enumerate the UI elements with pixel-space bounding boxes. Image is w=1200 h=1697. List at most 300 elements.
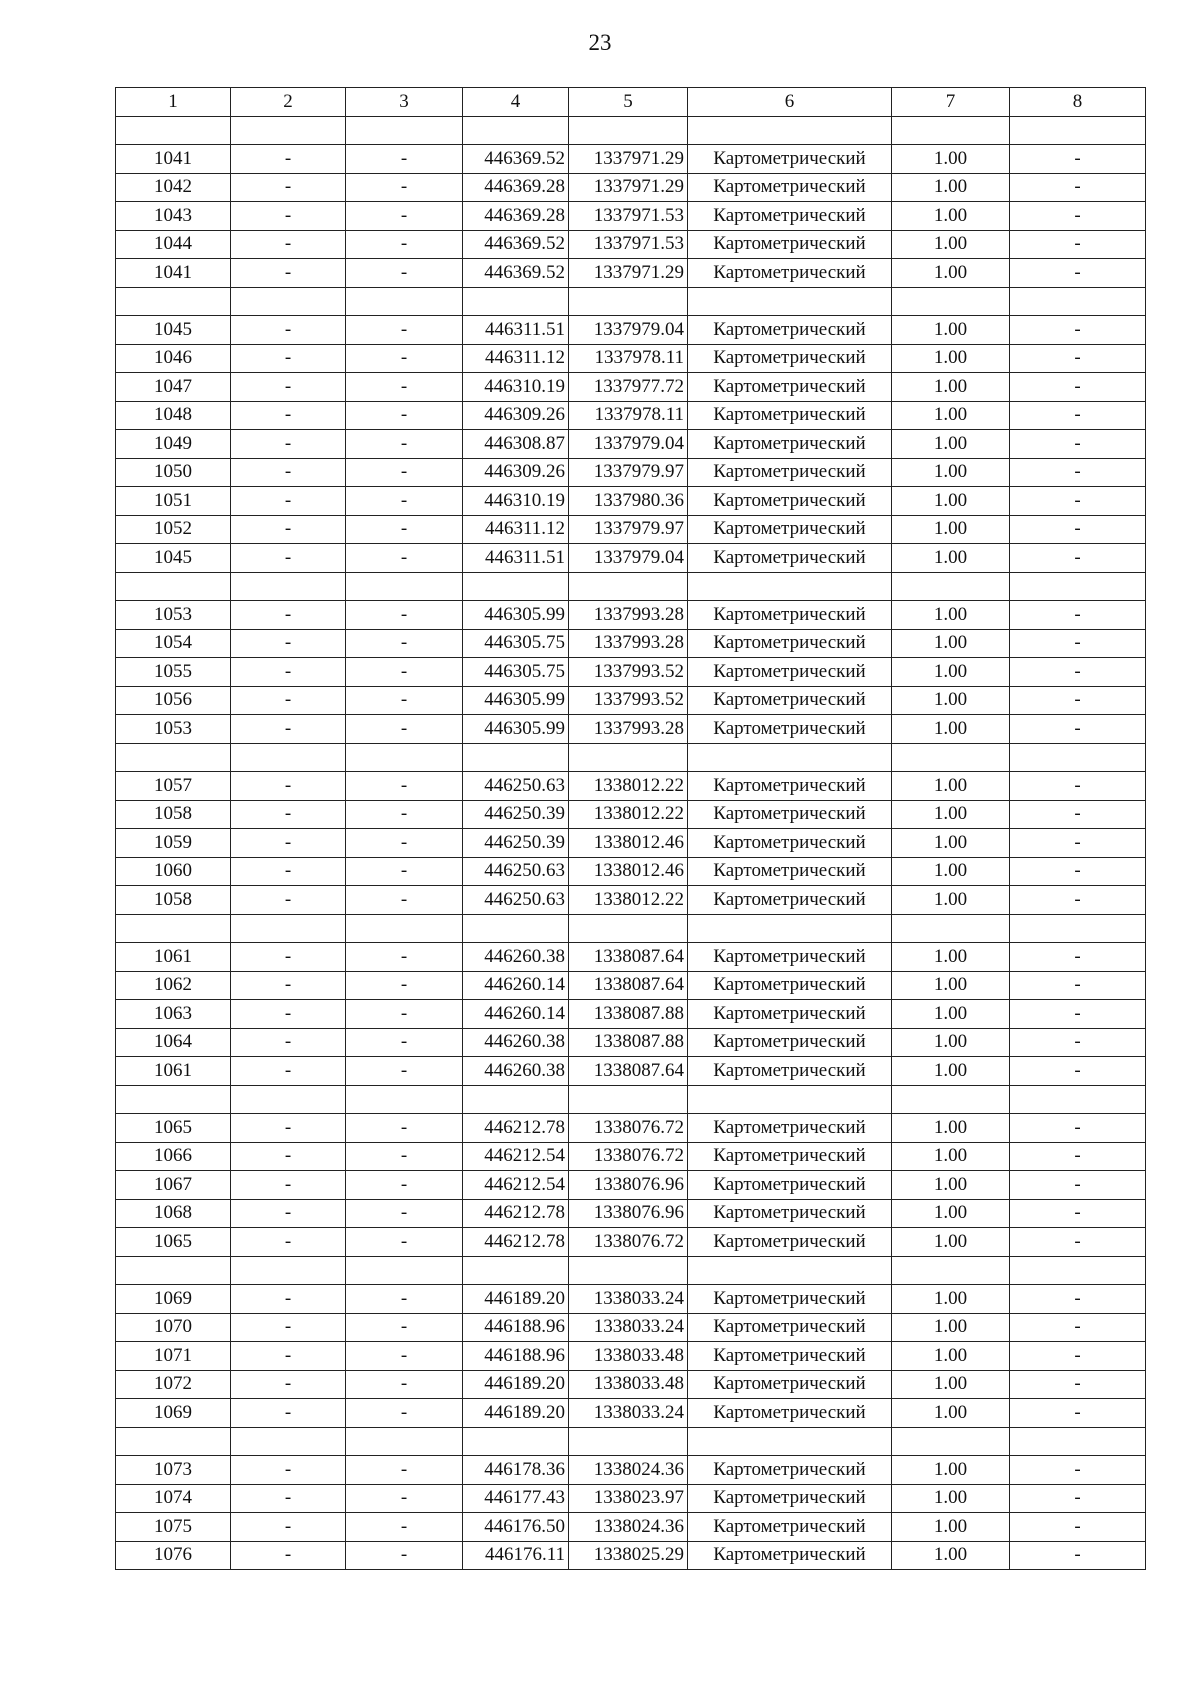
empty-cell	[463, 572, 569, 601]
col8-cell: -	[1010, 1456, 1146, 1485]
col2-cell: -	[231, 658, 346, 687]
empty-cell	[231, 1256, 346, 1285]
x-coordinate-cell: 446260.38	[463, 1028, 569, 1057]
y-coordinate-cell: 1337979.97	[569, 458, 688, 487]
col8-cell: -	[1010, 1028, 1146, 1057]
col3-cell: -	[346, 1142, 463, 1171]
x-coordinate-cell: 446308.87	[463, 430, 569, 459]
empty-cell	[569, 1256, 688, 1285]
method-cell: Картометрический	[688, 202, 892, 231]
empty-cell	[116, 1256, 231, 1285]
col2-cell: -	[231, 316, 346, 345]
col3-cell: -	[346, 1513, 463, 1542]
method-cell: Картометрический	[688, 1199, 892, 1228]
empty-cell	[231, 572, 346, 601]
accuracy-cell: 1.00	[892, 1456, 1010, 1485]
empty-cell	[1010, 572, 1146, 601]
accuracy-cell: 1.00	[892, 173, 1010, 202]
accuracy-cell: 1.00	[892, 1342, 1010, 1371]
col3-cell: -	[346, 1228, 463, 1257]
col3-cell: -	[346, 316, 463, 345]
point-number-cell: 1043	[116, 202, 231, 231]
col3-cell: -	[346, 686, 463, 715]
accuracy-cell: 1.00	[892, 1000, 1010, 1029]
point-number-cell: 1059	[116, 829, 231, 858]
col2-cell: -	[231, 1541, 346, 1570]
separator-row	[116, 1085, 1146, 1114]
col3-cell: -	[346, 658, 463, 687]
point-number-cell: 1051	[116, 487, 231, 516]
col8-cell: -	[1010, 686, 1146, 715]
col8-cell: -	[1010, 1114, 1146, 1143]
col2-cell: -	[231, 202, 346, 231]
col2-cell: -	[231, 601, 346, 630]
table-row	[116, 1456, 1146, 1485]
table-row	[116, 1114, 1146, 1143]
col3-cell: -	[346, 1342, 463, 1371]
table-row	[116, 829, 1146, 858]
accuracy-cell: 1.00	[892, 344, 1010, 373]
col3-cell: -	[346, 1541, 463, 1570]
accuracy-cell: 1.00	[892, 316, 1010, 345]
col2-cell: -	[231, 1313, 346, 1342]
table-row	[116, 857, 1146, 886]
col3-cell: -	[346, 487, 463, 516]
col3-cell: -	[346, 1028, 463, 1057]
point-number-cell: 1067	[116, 1171, 231, 1200]
empty-cell	[346, 572, 463, 601]
col2-cell: -	[231, 373, 346, 402]
point-number-cell: 1048	[116, 401, 231, 430]
x-coordinate-cell: 446309.26	[463, 401, 569, 430]
method-cell: Картометрический	[688, 430, 892, 459]
table-row	[116, 230, 1146, 259]
col3-cell: -	[346, 943, 463, 972]
y-coordinate-cell: 1338033.48	[569, 1342, 688, 1371]
empty-cell	[688, 1085, 892, 1114]
x-coordinate-cell: 446176.50	[463, 1513, 569, 1542]
empty-cell	[1010, 287, 1146, 316]
y-coordinate-cell: 1337980.36	[569, 487, 688, 516]
col8-cell: -	[1010, 173, 1146, 202]
empty-cell	[463, 1085, 569, 1114]
method-cell: Картометрический	[688, 259, 892, 288]
point-number-cell: 1069	[116, 1285, 231, 1314]
empty-cell	[116, 287, 231, 316]
empty-cell	[116, 116, 231, 145]
y-coordinate-cell: 1338087.88	[569, 1028, 688, 1057]
y-coordinate-cell: 1337971.53	[569, 230, 688, 259]
point-number-cell: 1042	[116, 173, 231, 202]
col3-cell: -	[346, 259, 463, 288]
point-number-cell: 1075	[116, 1513, 231, 1542]
x-coordinate-cell: 446250.63	[463, 886, 569, 915]
method-cell: Картометрический	[688, 1456, 892, 1485]
y-coordinate-cell: 1338033.24	[569, 1313, 688, 1342]
separator-row	[116, 914, 1146, 943]
accuracy-cell: 1.00	[892, 1399, 1010, 1428]
point-number-cell: 1071	[116, 1342, 231, 1371]
method-cell: Картометрический	[688, 886, 892, 915]
y-coordinate-cell: 1337993.52	[569, 686, 688, 715]
x-coordinate-cell: 446212.78	[463, 1114, 569, 1143]
x-coordinate-cell: 446250.63	[463, 772, 569, 801]
empty-cell	[116, 1427, 231, 1456]
y-coordinate-cell: 1338012.46	[569, 857, 688, 886]
method-cell: Картометрический	[688, 1513, 892, 1542]
col3-cell: -	[346, 1000, 463, 1029]
point-number-cell: 1041	[116, 259, 231, 288]
method-cell: Картометрический	[688, 829, 892, 858]
separator-row	[116, 116, 1146, 145]
accuracy-cell: 1.00	[892, 373, 1010, 402]
empty-cell	[892, 572, 1010, 601]
col3-cell: -	[346, 401, 463, 430]
accuracy-cell: 1.00	[892, 487, 1010, 516]
point-number-cell: 1062	[116, 971, 231, 1000]
column-header: 7	[892, 88, 1010, 117]
x-coordinate-cell: 446310.19	[463, 373, 569, 402]
x-coordinate-cell: 446212.54	[463, 1142, 569, 1171]
table-row	[116, 1484, 1146, 1513]
col2-cell: -	[231, 686, 346, 715]
table-row	[116, 544, 1146, 573]
accuracy-cell: 1.00	[892, 1142, 1010, 1171]
point-number-cell: 1070	[116, 1313, 231, 1342]
column-header: 2	[231, 88, 346, 117]
method-cell: Картометрический	[688, 1114, 892, 1143]
table-row	[116, 1228, 1146, 1257]
y-coordinate-cell: 1338087.64	[569, 971, 688, 1000]
col8-cell: -	[1010, 1228, 1146, 1257]
col3-cell: -	[346, 1057, 463, 1086]
empty-cell	[688, 1427, 892, 1456]
method-cell: Картометрический	[688, 1399, 892, 1428]
method-cell: Картометрический	[688, 1228, 892, 1257]
x-coordinate-cell: 446188.96	[463, 1313, 569, 1342]
y-coordinate-cell: 1338076.96	[569, 1199, 688, 1228]
x-coordinate-cell: 446260.14	[463, 971, 569, 1000]
accuracy-cell: 1.00	[892, 943, 1010, 972]
point-number-cell: 1069	[116, 1399, 231, 1428]
point-number-cell: 1074	[116, 1484, 231, 1513]
method-cell: Картометрический	[688, 344, 892, 373]
y-coordinate-cell: 1337979.04	[569, 544, 688, 573]
col2-cell: -	[231, 1370, 346, 1399]
col3-cell: -	[346, 373, 463, 402]
x-coordinate-cell: 446178.36	[463, 1456, 569, 1485]
point-number-cell: 1052	[116, 515, 231, 544]
table-row	[116, 401, 1146, 430]
column-header: 5	[569, 88, 688, 117]
table-row	[116, 800, 1146, 829]
col2-cell: -	[231, 886, 346, 915]
y-coordinate-cell: 1337993.52	[569, 658, 688, 687]
accuracy-cell: 1.00	[892, 1313, 1010, 1342]
method-cell: Картометрический	[688, 373, 892, 402]
empty-cell	[892, 1427, 1010, 1456]
col2-cell: -	[231, 401, 346, 430]
y-coordinate-cell: 1337971.53	[569, 202, 688, 231]
y-coordinate-cell: 1337979.97	[569, 515, 688, 544]
accuracy-cell: 1.00	[892, 601, 1010, 630]
col8-cell: -	[1010, 544, 1146, 573]
table-row	[116, 430, 1146, 459]
col3-cell: -	[346, 715, 463, 744]
point-number-cell: 1047	[116, 373, 231, 402]
y-coordinate-cell: 1338033.48	[569, 1370, 688, 1399]
method-cell: Картометрический	[688, 1370, 892, 1399]
empty-cell	[688, 287, 892, 316]
empty-cell	[346, 1427, 463, 1456]
col3-cell: -	[346, 1199, 463, 1228]
col8-cell: -	[1010, 1342, 1146, 1371]
table-row	[116, 1199, 1146, 1228]
col3-cell: -	[346, 1399, 463, 1428]
col8-cell: -	[1010, 829, 1146, 858]
point-number-cell: 1053	[116, 715, 231, 744]
y-coordinate-cell: 1338025.29	[569, 1541, 688, 1570]
col2-cell: -	[231, 230, 346, 259]
separator-row	[116, 1256, 1146, 1285]
point-number-cell: 1056	[116, 686, 231, 715]
y-coordinate-cell: 1338023.97	[569, 1484, 688, 1513]
column-header: 3	[346, 88, 463, 117]
accuracy-cell: 1.00	[892, 145, 1010, 174]
col2-cell: -	[231, 1142, 346, 1171]
x-coordinate-cell: 446189.20	[463, 1370, 569, 1399]
y-coordinate-cell: 1338076.96	[569, 1171, 688, 1200]
accuracy-cell: 1.00	[892, 1171, 1010, 1200]
empty-cell	[116, 743, 231, 772]
empty-cell	[892, 1256, 1010, 1285]
col8-cell: -	[1010, 1199, 1146, 1228]
col2-cell: -	[231, 544, 346, 573]
col2-cell: -	[231, 1171, 346, 1200]
x-coordinate-cell: 446305.75	[463, 629, 569, 658]
x-coordinate-cell: 446176.11	[463, 1541, 569, 1570]
method-cell: Картометрический	[688, 800, 892, 829]
col3-cell: -	[346, 1285, 463, 1314]
table-row	[116, 1171, 1146, 1200]
col3-cell: -	[346, 772, 463, 801]
empty-cell	[569, 743, 688, 772]
x-coordinate-cell: 446369.28	[463, 173, 569, 202]
col2-cell: -	[231, 1057, 346, 1086]
y-coordinate-cell: 1337978.11	[569, 344, 688, 373]
col8-cell: -	[1010, 1513, 1146, 1542]
col3-cell: -	[346, 629, 463, 658]
accuracy-cell: 1.00	[892, 1484, 1010, 1513]
table-row	[116, 259, 1146, 288]
empty-cell	[1010, 743, 1146, 772]
empty-cell	[116, 914, 231, 943]
y-coordinate-cell: 1338012.22	[569, 772, 688, 801]
empty-cell	[463, 287, 569, 316]
accuracy-cell: 1.00	[892, 515, 1010, 544]
empty-cell	[569, 116, 688, 145]
empty-cell	[346, 116, 463, 145]
method-cell: Картометрический	[688, 1342, 892, 1371]
y-coordinate-cell: 1337979.04	[569, 316, 688, 345]
y-coordinate-cell: 1337993.28	[569, 715, 688, 744]
col2-cell: -	[231, 173, 346, 202]
col8-cell: -	[1010, 943, 1146, 972]
col8-cell: -	[1010, 202, 1146, 231]
method-cell: Картометрический	[688, 715, 892, 744]
method-cell: Картометрический	[688, 772, 892, 801]
table-row	[116, 601, 1146, 630]
col2-cell: -	[231, 715, 346, 744]
col8-cell: -	[1010, 1000, 1146, 1029]
column-header: 6	[688, 88, 892, 117]
col3-cell: -	[346, 515, 463, 544]
y-coordinate-cell: 1338087.64	[569, 943, 688, 972]
col8-cell: -	[1010, 1313, 1146, 1342]
point-number-cell: 1058	[116, 886, 231, 915]
table-row	[116, 202, 1146, 231]
col2-cell: -	[231, 1484, 346, 1513]
col8-cell: -	[1010, 772, 1146, 801]
method-cell: Картометрический	[688, 857, 892, 886]
point-number-cell: 1065	[116, 1114, 231, 1143]
x-coordinate-cell: 446369.52	[463, 230, 569, 259]
col2-cell: -	[231, 487, 346, 516]
x-coordinate-cell: 446260.38	[463, 1057, 569, 1086]
y-coordinate-cell: 1338087.88	[569, 1000, 688, 1029]
table-row	[116, 715, 1146, 744]
col8-cell: -	[1010, 886, 1146, 915]
table-row	[116, 344, 1146, 373]
col2-cell: -	[231, 971, 346, 1000]
table-row	[116, 173, 1146, 202]
method-cell: Картометрический	[688, 601, 892, 630]
col2-cell: -	[231, 1399, 346, 1428]
method-cell: Картометрический	[688, 971, 892, 1000]
separator-row	[116, 743, 1146, 772]
empty-cell	[688, 572, 892, 601]
method-cell: Картометрический	[688, 629, 892, 658]
method-cell: Картометрический	[688, 1541, 892, 1570]
table-row	[116, 1142, 1146, 1171]
accuracy-cell: 1.00	[892, 857, 1010, 886]
accuracy-cell: 1.00	[892, 1541, 1010, 1570]
table-row	[116, 1370, 1146, 1399]
x-coordinate-cell: 446305.99	[463, 686, 569, 715]
accuracy-cell: 1.00	[892, 1513, 1010, 1542]
col2-cell: -	[231, 1513, 346, 1542]
col8-cell: -	[1010, 487, 1146, 516]
y-coordinate-cell: 1338033.24	[569, 1285, 688, 1314]
separator-row	[116, 572, 1146, 601]
x-coordinate-cell: 446260.14	[463, 1000, 569, 1029]
y-coordinate-cell: 1338087.64	[569, 1057, 688, 1086]
empty-cell	[1010, 116, 1146, 145]
table-row	[116, 1342, 1146, 1371]
y-coordinate-cell: 1338012.22	[569, 800, 688, 829]
table-row	[116, 145, 1146, 174]
col2-cell: -	[231, 857, 346, 886]
point-number-cell: 1072	[116, 1370, 231, 1399]
col2-cell: -	[231, 1199, 346, 1228]
table-row	[116, 487, 1146, 516]
col3-cell: -	[346, 202, 463, 231]
col8-cell: -	[1010, 430, 1146, 459]
col2-cell: -	[231, 943, 346, 972]
empty-cell	[463, 914, 569, 943]
empty-cell	[116, 572, 231, 601]
x-coordinate-cell: 446305.75	[463, 658, 569, 687]
x-coordinate-cell: 446311.51	[463, 544, 569, 573]
point-number-cell: 1055	[116, 658, 231, 687]
accuracy-cell: 1.00	[892, 886, 1010, 915]
col8-cell: -	[1010, 344, 1146, 373]
y-coordinate-cell: 1337979.04	[569, 430, 688, 459]
y-coordinate-cell: 1338024.36	[569, 1456, 688, 1485]
table-row	[116, 373, 1146, 402]
x-coordinate-cell: 446311.12	[463, 515, 569, 544]
col3-cell: -	[346, 145, 463, 174]
col3-cell: -	[346, 344, 463, 373]
table-row	[116, 1313, 1146, 1342]
table-row	[116, 1000, 1146, 1029]
table-row	[116, 1399, 1146, 1428]
method-cell: Картометрический	[688, 458, 892, 487]
x-coordinate-cell: 446311.12	[463, 344, 569, 373]
col8-cell: -	[1010, 715, 1146, 744]
col8-cell: -	[1010, 515, 1146, 544]
col2-cell: -	[231, 1028, 346, 1057]
x-coordinate-cell: 446212.78	[463, 1228, 569, 1257]
empty-cell	[346, 914, 463, 943]
empty-cell	[346, 1256, 463, 1285]
empty-cell	[892, 1085, 1010, 1114]
col2-cell: -	[231, 458, 346, 487]
empty-cell	[688, 116, 892, 145]
coordinates-table	[115, 87, 1146, 1570]
col2-cell: -	[231, 800, 346, 829]
accuracy-cell: 1.00	[892, 629, 1010, 658]
accuracy-cell: 1.00	[892, 800, 1010, 829]
x-coordinate-cell: 446188.96	[463, 1342, 569, 1371]
y-coordinate-cell: 1337971.29	[569, 145, 688, 174]
accuracy-cell: 1.00	[892, 715, 1010, 744]
empty-cell	[231, 1427, 346, 1456]
table-body	[116, 116, 1146, 1570]
point-number-cell: 1076	[116, 1541, 231, 1570]
column-header: 8	[1010, 88, 1146, 117]
col2-cell: -	[231, 629, 346, 658]
empty-cell	[463, 116, 569, 145]
accuracy-cell: 1.00	[892, 401, 1010, 430]
col3-cell: -	[346, 800, 463, 829]
point-number-cell: 1064	[116, 1028, 231, 1057]
empty-cell	[1010, 1085, 1146, 1114]
x-coordinate-cell: 446369.52	[463, 145, 569, 174]
col8-cell: -	[1010, 1285, 1146, 1314]
method-cell: Картометрический	[688, 1000, 892, 1029]
point-number-cell: 1045	[116, 544, 231, 573]
y-coordinate-cell: 1338012.22	[569, 886, 688, 915]
col2-cell: -	[231, 344, 346, 373]
empty-cell	[231, 743, 346, 772]
table-row	[116, 971, 1146, 1000]
method-cell: Картометрический	[688, 1028, 892, 1057]
col3-cell: -	[346, 1484, 463, 1513]
col3-cell: -	[346, 1114, 463, 1143]
col3-cell: -	[346, 829, 463, 858]
point-number-cell: 1063	[116, 1000, 231, 1029]
